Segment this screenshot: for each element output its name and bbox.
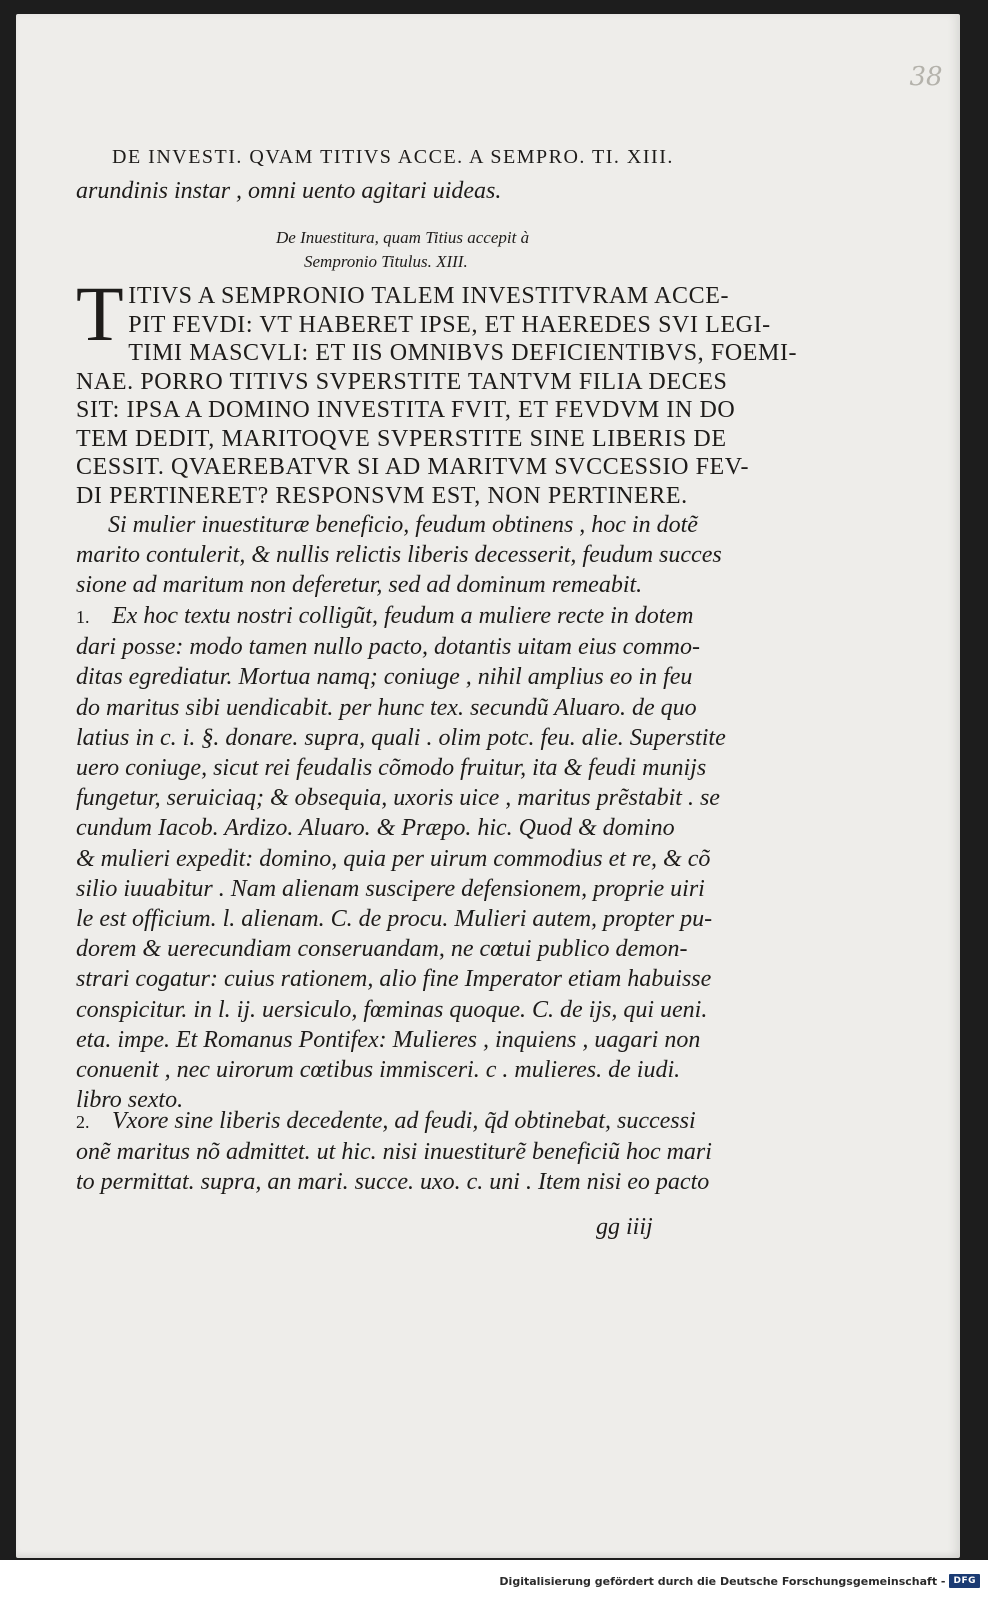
drop-cap: T xyxy=(76,270,125,357)
commentary-paragraph-2 xyxy=(76,1106,752,1198)
case-line: TIMI MASCVLI: ET IIS OMNIBVS DEFICIENTIBVS, FOEMI- xyxy=(128,340,798,366)
commentary-line: fungetur, seruiciaq; & obsequia, uxoris uice , maritus prẽstabit . se xyxy=(76,785,720,812)
paragraph-number: 1. xyxy=(76,607,90,627)
summary-line: marito contulerit, & nullis relictis liberis decesserit, feudum succes xyxy=(76,542,722,569)
funding-footer xyxy=(499,1571,980,1591)
case-line: TEM DEDIT, MARITOQVE SVPERSTITE SINE LIBERIS DE xyxy=(76,425,727,452)
commentary-line: eta. impe. Et Romanus Pontifex: Mulieres , inquiens , uagari non xyxy=(76,1026,701,1053)
continued-line: arundinis instar , omni uento agitari uideas. xyxy=(76,178,502,204)
commentary-line: conuenit , nec uirorum cœtibus immisceri. c . mulieres. de iudi. xyxy=(76,1057,681,1084)
commentary-line: do maritus sibi uendicabit. per hunc tex. secundũ Aluaro. de quo xyxy=(76,694,697,721)
commentary-line: cundum Iacob. Ardizo. Aluaro. & Præpo. hic. Quod & domino xyxy=(76,815,675,842)
case-line: CESSIT. QVAEREBATVR SI AD MARITVM SVCCESSIO FEV- xyxy=(76,454,750,480)
commentary-line: to permittat. supra, an mari. succe. uxo. c. uni . Item nisi eo pacto xyxy=(76,1169,710,1196)
commentary-line: & mulieri expedit: domino, quia per uirum commodius et re, & cõ xyxy=(76,845,711,872)
commentary-line: ditas egrediatur. Mortua namq; coniuge , nihil amplius eo in feu xyxy=(76,664,693,691)
book-page xyxy=(16,14,960,1558)
case-line: NAE. PORRO TITIVS SVPERSTITE TANTVM FILIA DECES xyxy=(76,368,728,395)
summary-line: Si mulier inuestituræ beneficio, feudum obtinens , hoc in dotẽ xyxy=(108,512,698,538)
signature-mark: gg iiij xyxy=(596,1214,653,1240)
case-line: PIT FEVDI: VT HABERET IPSE, ET HAEREDES SVI LEGI- xyxy=(128,311,771,338)
running-head: DE INVESTI. QVAM TITIVS ACCE. A SEMPRO. TI. XIII. xyxy=(112,146,674,168)
commentary-line: le est officium. l. alienam. C. de procu. Mulieri autem, propter pu- xyxy=(76,906,713,933)
commentary-line: uero coniuge, sicut rei feudalis cõmodo fruitur, ita & feudi munijs xyxy=(76,755,707,782)
dfg-logo-icon: DFG xyxy=(949,1574,980,1588)
funding-text: Digitalisierung gefördert durch die Deutsche Forschungsgemeinschaft - xyxy=(499,1574,946,1588)
case-line: SIT: IPSA A DOMINO INVESTITA FVIT, ET FEVDVM IN DO xyxy=(76,397,736,423)
commentary-line: dorem & uerecundiam conseruandam, ne cœtui publico demon- xyxy=(76,936,688,963)
commentary-line: onẽ maritus nõ admittet. ut hic. nisi inuestiturẽ beneficiũ hoc mari xyxy=(76,1139,712,1166)
section-title-line-1: De Inuestitura, quam Titius accepit à xyxy=(276,228,530,247)
case-line: DI PERTINERET? RESPONSVM EST, NON PERTINERE. xyxy=(76,482,688,509)
folio-number: 38 xyxy=(909,62,943,92)
paragraph-number: 2. xyxy=(76,1112,90,1132)
case-statement xyxy=(76,270,798,510)
commentary-line: silio iuuabitur . Nam alienam suscipere defensionem, proprie uiri xyxy=(76,875,705,902)
commentary-line: strari cogatur: cuius rationem, alio fine Imperator etiam habuisse xyxy=(76,966,712,993)
section-title-line-2: Sempronio Titulus. XIII. xyxy=(304,252,468,271)
commentary-line: Vxore sine liberis decedente, ad feudi, q̃d obtinebat, successi xyxy=(112,1108,696,1134)
commentary-line: dari posse: modo tamen nullo pacto, dotantis uitam eius commo- xyxy=(76,634,700,661)
commentary-line: latius in c. i. §. donare. supra, quali . olim potc. feu. alie. Superstite xyxy=(76,724,726,751)
case-line: ITIVS A SEMPRONIO TALEM INVESTITVRAM ACCE- xyxy=(128,283,730,309)
commentary-line: Ex hoc textu nostri colligũt, feudum a muliere recte in dotem xyxy=(112,603,694,629)
section-title xyxy=(256,226,576,274)
summary-line: sione ad maritum non deferetur, sed ad dominum remeabit. xyxy=(76,572,643,599)
commentary-line: libro sexto. xyxy=(76,1087,184,1114)
commentary-paragraph-1 xyxy=(76,601,752,1115)
commentary-line: conspicitur. in l. ij. uersiculo, fœminas quoque. C. de ijs, qui ueni. xyxy=(76,996,708,1023)
summary-paragraph xyxy=(76,510,752,601)
